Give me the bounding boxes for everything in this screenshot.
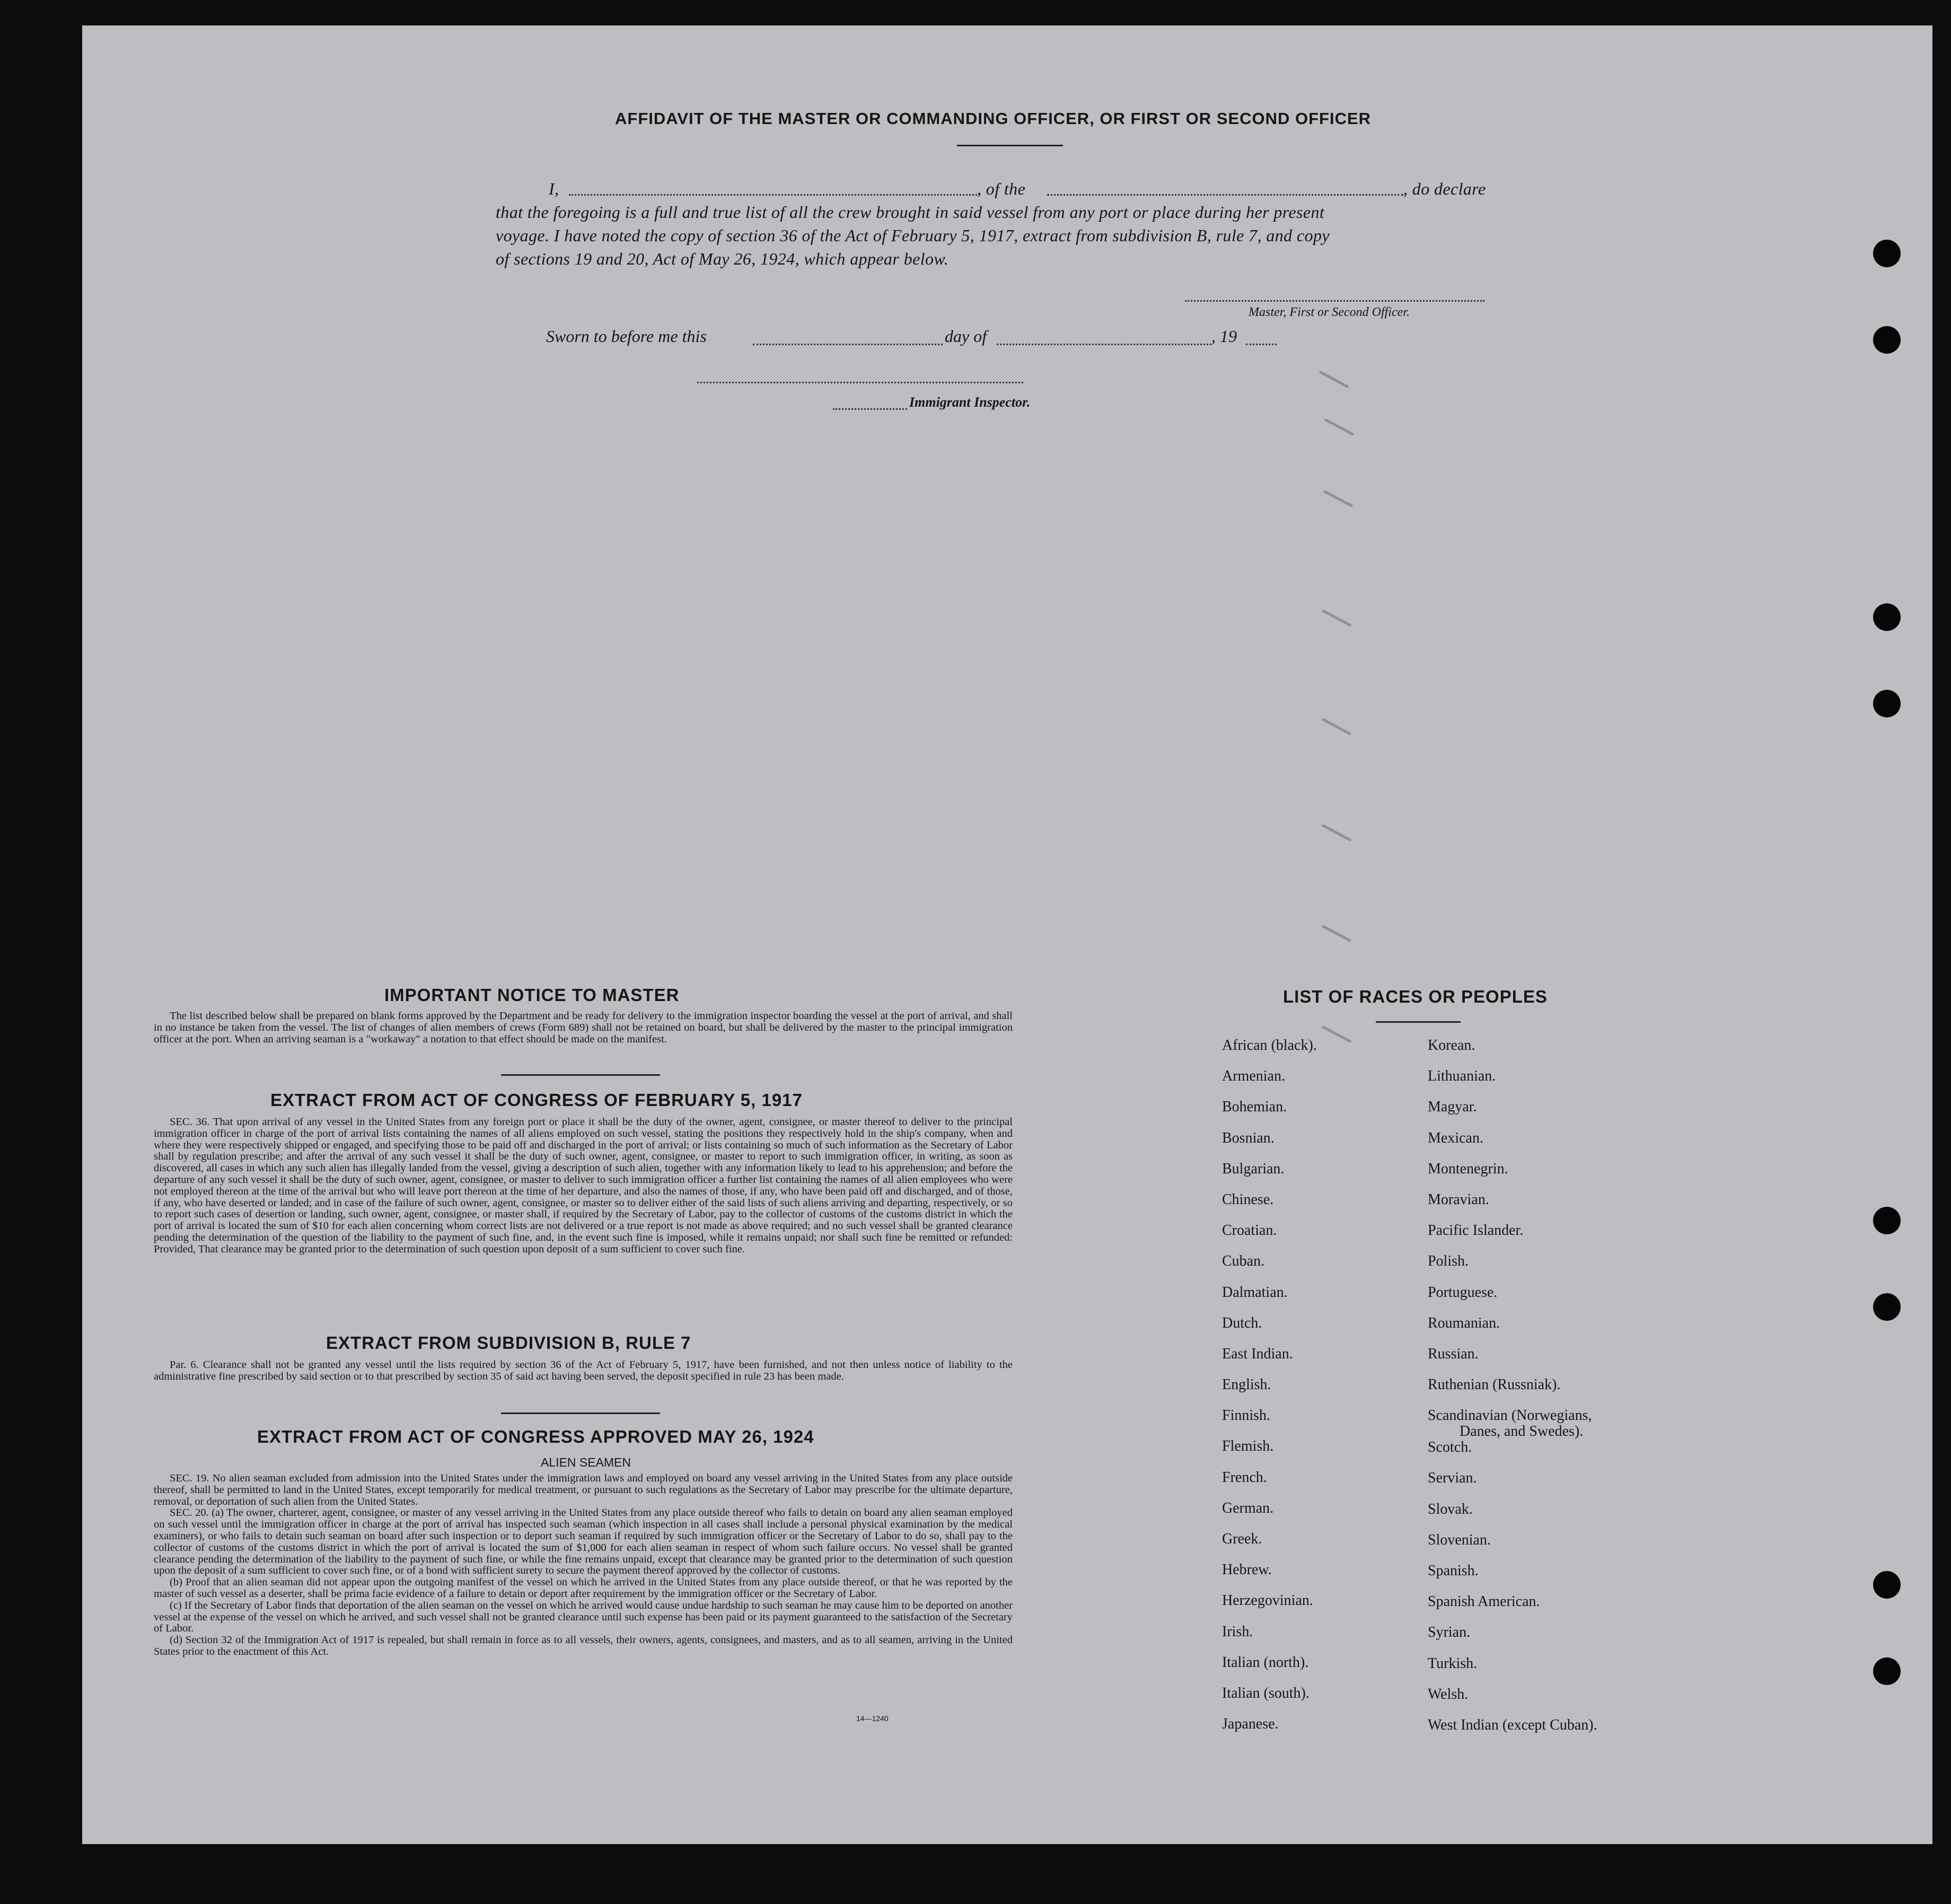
extract-rule7-title: EXTRACT FROM SUBDIVISION B, RULE 7: [326, 1333, 691, 1353]
race-item: German.: [1222, 1499, 1274, 1516]
races-left-column: [1222, 1037, 1317, 1747]
section-divider: [501, 1074, 660, 1076]
race-item: Turkish.: [1428, 1655, 1478, 1672]
race-item: Chinese.: [1222, 1191, 1274, 1208]
race-item: Russian.: [1428, 1345, 1479, 1362]
sworn-label: Sworn to before me this: [546, 327, 707, 346]
punch-hole: [1873, 1207, 1901, 1234]
declarant-prefix: I,: [549, 179, 559, 198]
declaration-line-4: of sections 19 and 20, Act of May 26, 1924, which appear below.: [496, 249, 949, 268]
race-item: Roumanian.: [1428, 1314, 1500, 1331]
race-item: Slovak.: [1428, 1501, 1473, 1517]
punch-hole: [1873, 1293, 1901, 1321]
race-item: Spanish American.: [1428, 1593, 1540, 1610]
punch-hole: [1873, 240, 1901, 267]
title-divider: [957, 145, 1063, 146]
punch-hole: [1873, 690, 1901, 717]
affidavit-declaration: [496, 177, 1609, 270]
do-declare-label: , do declare: [1403, 179, 1486, 198]
race-item: Dutch.: [1222, 1314, 1262, 1331]
section-19-text: SEC. 19. No alien seaman excluded from admission into the United States under the immigration laws and employed on board any vessel arriving in the United States from any place outside thereof, shall be permitted to land in the United States, except temporarily for medical treatment, or pursuant to such regulations as the Secretary of Labor may prescribe for the ultimate departure, removal, or deportation of such alien from the United States.: [154, 1472, 1013, 1507]
race-item: Bosnian.: [1222, 1129, 1275, 1146]
punch-hole: [1873, 1657, 1901, 1685]
race-item: Bohemian.: [1222, 1099, 1287, 1116]
pencil-tick-mark: [1321, 824, 1351, 842]
vessel-name-field[interactable]: [1047, 194, 1403, 196]
race-item: Lithuanian.: [1428, 1068, 1496, 1085]
race-item: Irish.: [1222, 1623, 1253, 1640]
section-divider: [501, 1412, 660, 1414]
pencil-tick-mark: [1323, 490, 1353, 508]
punch-hole: [1873, 1571, 1901, 1599]
race-item: Slovenian.: [1428, 1531, 1491, 1548]
day-of-label: day of: [945, 327, 987, 346]
form-page: [82, 25, 1932, 1844]
year-prefix-label: , 19: [1211, 327, 1237, 346]
extract-1924-title: EXTRACT FROM ACT OF CONGRESS APPROVED MAY 26, 1924: [257, 1427, 814, 1446]
section-20b-text: (b) Proof that an alien seaman did not appear upon the outgoing manifest of the vessel on which he arrived in the United States from any place outside thereof, or that he was reported by the master of such vessel as a deserter, shall be prima facie evidence of a failure to detain or deport after requirement by the immigration officer or the Secretary of Labor.: [154, 1576, 1013, 1600]
race-item: Armenian.: [1222, 1068, 1285, 1085]
race-item: Pacific Islander.: [1428, 1222, 1524, 1239]
declarant-name-field[interactable]: [569, 194, 977, 196]
race-item: Italian (north).: [1222, 1654, 1309, 1671]
race-item: Ruthenian (Russniak).: [1428, 1376, 1561, 1393]
pencil-tick-mark: [1319, 371, 1349, 389]
extract-1917-text: SEC. 36. That upon arrival of any vessel in the United States from any foreign port or place it shall be the duty of the owner, agent, consignee, or master thereof to deliver to the principal immigration officer in charge of the port of arrival lists containing the names of all aliens employed on such vessel, stating the positions they respectively hold in the ship's company, when and where they were respectively shipped or engaged, and specifying those to be paid off and discharged in the port of arrival; or lists containing so much of such information as the Secretary of Labor shall by regulation prescribe; and after the arrival of any such vessel it shall be the duty of such owner, agent, consignee, or master to report to such immigration officer, in writing, as soon as discovered, all cases in which any such alien has illegally landed from the vessel, giving a description of such alien, together with any information likely to lead to his apprehension; and before the departure of any such vessel it shall be the duty of such owner, agent, consignee, or master to deliver to such immigration officer a further list containing the names of all alien employees who were not employed thereon at the time of the arrival but who will leave port thereon at the time of her departure, and also the names of those, if any, who have been paid off and discharged, and of those, if any, who have deserted or landed; and in case of the failure of such owner, agent, consignee, or master so to deliver either of the said lists of such aliens arriving and departing, respectively, or so to report such cases of desertion or landing, such owner, agent, consignee, or master shall, if required by the Secretary of Labor, pay to the collector of customs of the customs district in which the port of arrival is located the sum of $10 for each alien concerning whom correct lists are not delivered or a true report is not made as above required; and no such vessel shall be granted clearance pending the determination of the question of the liability to the payment of such fine, and, in the event such fine is imposed, while it remains unpaid; nor shall such fine be remitted or refunded: Provided, That clearance may be granted prior to the determination of such question upon deposit of a sum sufficient to cover such fine.: [154, 1116, 1013, 1255]
race-item: Spanish.: [1428, 1563, 1479, 1579]
race-item: Dalmatian.: [1222, 1284, 1288, 1301]
race-item: Cuban.: [1222, 1253, 1265, 1270]
race-item: Flemish.: [1222, 1438, 1274, 1455]
race-item: Greek.: [1222, 1531, 1262, 1547]
race-item: Polish.: [1428, 1253, 1469, 1270]
sworn-day-field[interactable]: [753, 344, 943, 345]
of-the-label: , of the: [977, 179, 1026, 198]
alien-seamen-subtitle: ALIEN SEAMEN: [541, 1455, 631, 1469]
pencil-tick-mark: [1321, 609, 1351, 627]
pencil-tick-mark: [1321, 718, 1351, 736]
race-item: Scotch.: [1428, 1439, 1472, 1456]
race-item: Japanese.: [1222, 1716, 1279, 1733]
race-item: Portuguese.: [1428, 1284, 1498, 1301]
race-item: Magyar.: [1428, 1099, 1477, 1116]
race-item: Herzegovinian.: [1222, 1592, 1313, 1609]
pencil-tick-mark: [1321, 1025, 1351, 1043]
race-item: French.: [1222, 1469, 1267, 1486]
extract-rule7-text: Par. 6. Clearance shall not be granted any vessel until the lists required by section 36 of the Act of February 5, 1917, have been furnished, and not then unless notice of liability to the administrative fine prescribed by said section or to that prescribed by section 35 of said act having been served, the deposit specified in rule 23 has been made.: [154, 1359, 1013, 1382]
pencil-tick-mark: [1324, 418, 1354, 436]
races-title: LIST OF RACES OR PEOPLES: [1283, 987, 1548, 1006]
extract-1917-title: EXTRACT FROM ACT OF CONGRESS OF FEBRUARY 5, 1917: [270, 1090, 803, 1110]
race-item: West Indian (except Cuban).: [1428, 1716, 1597, 1733]
sworn-line: [546, 327, 1341, 350]
race-item: Hebrew.: [1222, 1561, 1272, 1578]
officer-signature-label: Master, First or Second Officer.: [1249, 305, 1410, 319]
race-item: Servian.: [1428, 1470, 1477, 1487]
officer-signature-field[interactable]: [1185, 300, 1484, 302]
declaration-line-3: voyage. I have noted the copy of section 36 of the Act of February 5, 1917, extract from subdivision B, rule 7, and copy: [496, 226, 1330, 245]
race-item: Syrian.: [1428, 1624, 1471, 1641]
race-item: Montenegrin.: [1428, 1160, 1508, 1177]
affidavit-title: AFFIDAVIT OF THE MASTER OR COMMANDING OFFICER, OR FIRST OR SECOND OFFICER: [615, 109, 1372, 128]
punch-hole: [1873, 326, 1901, 354]
inspector-label: Immigrant Inspector.: [909, 394, 1031, 410]
sworn-year-field[interactable]: [1246, 344, 1277, 345]
race-item: Korean.: [1428, 1037, 1475, 1054]
race-item: Welsh.: [1428, 1686, 1469, 1703]
race-item: Finnish.: [1222, 1407, 1271, 1424]
punch-hole: [1873, 603, 1901, 631]
declaration-line-2: that the foregoing is a full and true list of all the crew brought in said vessel from any port or place during her present: [496, 203, 1325, 222]
race-item: Bulgarian.: [1222, 1160, 1285, 1177]
inspector-signature-field[interactable]: [697, 382, 1023, 383]
inspector-line-short: [833, 408, 907, 410]
race-item: East Indian.: [1222, 1345, 1293, 1362]
section-20d-text: (d) Section 32 of the Immigration Act of 1917 is repealed, but shall remain in force as to all vessels, their owners, agents, consignees, and masters, and as to all seamen, arriving in the United States prior to the enactment of this Act.: [154, 1634, 1013, 1657]
race-item: Mexican.: [1428, 1129, 1483, 1146]
notice-text: The list described below shall be prepared on blank forms approved by the Department and be ready for delivery to the immigration inspector boarding the vessel at the port of arrival, and shall in no instance be taken from the vessel. The list of changes of alien members of crews (Form 689) shall not be retained on board, but shall be delivered by the master to the principal immigration officer at the port. When an arriving seaman is a "workaway" a notation to that effect should be made on the manifest.: [154, 1010, 1013, 1045]
extract-1924-text: [154, 1473, 1013, 1658]
sworn-month-field[interactable]: [997, 344, 1211, 345]
race-item: Moravian.: [1428, 1191, 1489, 1208]
race-item: English.: [1222, 1376, 1271, 1393]
race-item: African (black).: [1222, 1037, 1317, 1054]
section-20a-text: SEC. 20. (a) The owner, charterer, agent, consignee, or master of any vessel arriving in the United States from any place outside thereof who fails to detain on board any alien seaman employed on such vessel until the immigration officer in charge at the port of arrival has inspected such seaman (which inspection in all cases shall include a personal physical examination by the medical examiners), or who fails to detain such seaman on board after such inspection or to deport such seaman if required by such immigration officer or the Secretary of Labor to do so, shall pay to the collector of customs of the customs district in which the port of arrival is located the sum of $1,000 for each alien seaman in respect of whom such failure occurs. No vessel shall be granted clearance pending the determination of the liability to the payment of such fine, or while the fine remains unpaid, except that clearance may be granted prior to the determination of such question upon the deposit of a sum sufficient to cover such fine, or of a bond with sufficient surety to secure the payment thereof approved by the collector of customs.: [154, 1507, 1013, 1577]
section-20c-text: (c) If the Secretary of Labor finds that deportation of the alien seaman on the vessel on which he arrived would cause undue hardship to such seaman he may cause him to be deported on another vessel at the expense of the vessel on which he arrived, and such vessel shall not be granted clearance until such expense has been paid or its payment guaranteed to the satisfaction of the Secretary of Labor.: [154, 1599, 1013, 1635]
races-right-column: [1428, 1037, 1597, 1748]
form-number: 14—1240: [856, 1714, 889, 1723]
race-item: Scandinavian (Norwegians,: [1428, 1407, 1592, 1424]
race-item: Croatian.: [1222, 1222, 1277, 1239]
races-title-divider: [1376, 1021, 1461, 1023]
notice-title: IMPORTANT NOTICE TO MASTER: [384, 985, 680, 1005]
race-item: Italian (south).: [1222, 1684, 1310, 1701]
pencil-tick-mark: [1321, 925, 1351, 943]
race-item: Danes, and Swedes).: [1460, 1423, 1584, 1440]
